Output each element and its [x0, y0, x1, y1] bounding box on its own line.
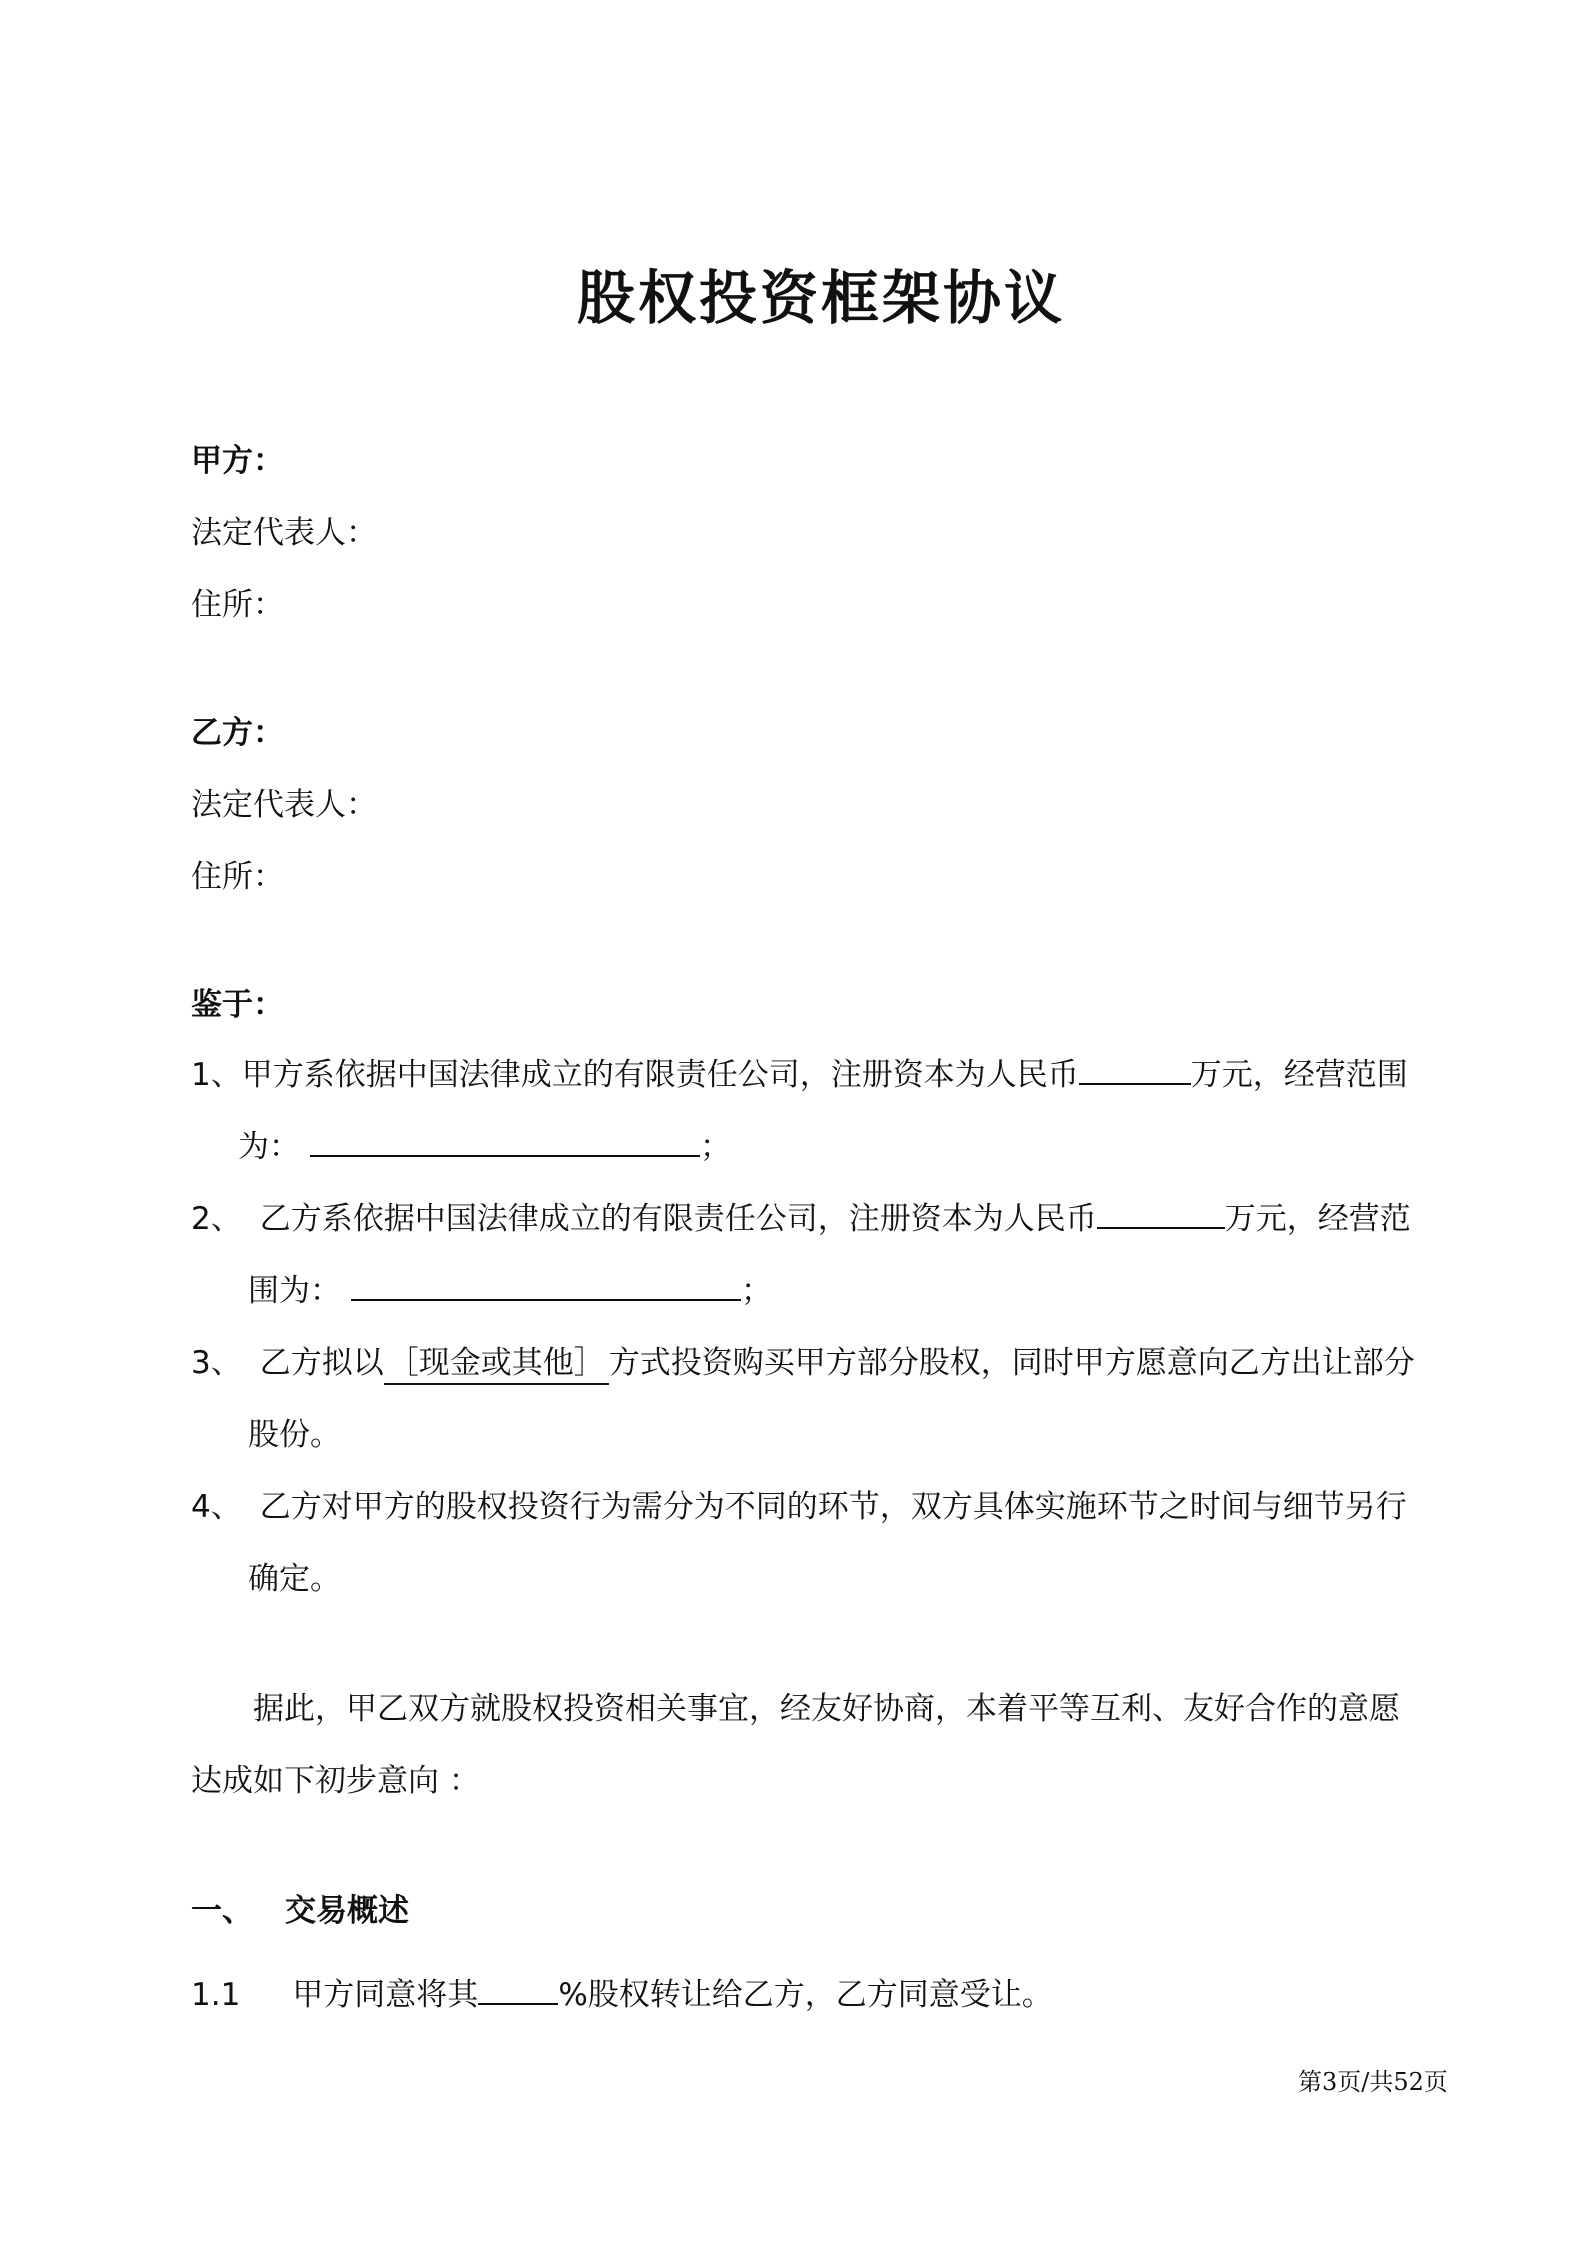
scope-blank	[351, 1273, 741, 1301]
whereas-label: 鉴于：	[191, 987, 284, 1023]
summary-line-2: 达成如下初步意向 ：	[191, 1763, 480, 1799]
item-number: 3、	[191, 1345, 242, 1381]
item-text: 乙方系依据中国法律成立的有限责任公司，注册资本为人民币	[259, 1201, 1097, 1237]
item-text: 甲方系依据中国法律成立的有限责任公司，注册资本为人民币	[241, 1057, 1079, 1093]
party-b-label: 乙方：	[191, 715, 284, 751]
item-number: 2、	[191, 1201, 242, 1237]
payment-method-field: ［现金或其他］	[384, 1343, 609, 1385]
party-b-address: 住所：	[191, 859, 284, 895]
item-text: 方式投资购买甲方部分股权，同时甲方愿意向乙方出让部分	[608, 1345, 1415, 1381]
item-number: 4、	[191, 1489, 242, 1525]
whereas-item-1	[191, 1055, 1408, 1095]
party-a-rep: 法定代表人：	[191, 515, 377, 551]
scope-blank	[310, 1129, 700, 1157]
page-number: 第3页/共52页	[1298, 2068, 1448, 2096]
item-text: 万元，经营范	[1224, 1201, 1411, 1237]
clause-text: 甲方同意将其	[292, 1977, 479, 2013]
section-heading	[191, 1891, 409, 1931]
section-number: 一、	[191, 1893, 253, 1929]
party-a-label: 甲方：	[191, 443, 284, 479]
section-title: 交易概述	[285, 1893, 409, 1929]
whereas-item-2-line2	[248, 1271, 772, 1311]
item-text: 乙方对甲方的股权投资行为需分为不同的环节，双方具体实施环节之时间与细节另行	[259, 1489, 1407, 1525]
document-title: 股权投资框架协议	[577, 264, 1066, 332]
clause-text: %股权转让给乙方，乙方同意受让。	[558, 1977, 1053, 2013]
percentage-blank	[478, 1977, 558, 2005]
party-b-rep: 法定代表人：	[191, 787, 377, 823]
item-number: 1、	[191, 1057, 242, 1093]
clause-number: 1.1	[191, 1977, 241, 2013]
item-text: 乙方拟以	[259, 1345, 384, 1381]
capital-blank	[1097, 1201, 1225, 1229]
item-text: ；	[741, 1273, 772, 1309]
whereas-item-1-line2	[238, 1127, 731, 1167]
item-text: 万元，经营范围	[1190, 1057, 1408, 1093]
whereas-item-2	[191, 1199, 1411, 1239]
capital-blank	[1079, 1057, 1191, 1085]
whereas-item-3	[191, 1343, 1415, 1385]
summary-line-1: 据此，甲乙双方就股权投资相关事宜，经友好协商，本着平等互利、友好合作的意愿	[253, 1691, 1400, 1727]
clause-1-1	[191, 1975, 1053, 2015]
whereas-item-4	[191, 1487, 1407, 1527]
item-text: 为：	[238, 1129, 300, 1165]
whereas-item-4-line2: 确定。	[248, 1561, 341, 1597]
whereas-item-3-line2: 股份。	[248, 1417, 341, 1453]
item-text: ；	[700, 1129, 731, 1165]
item-text: 围为：	[248, 1273, 341, 1309]
party-a-address: 住所：	[191, 587, 284, 623]
